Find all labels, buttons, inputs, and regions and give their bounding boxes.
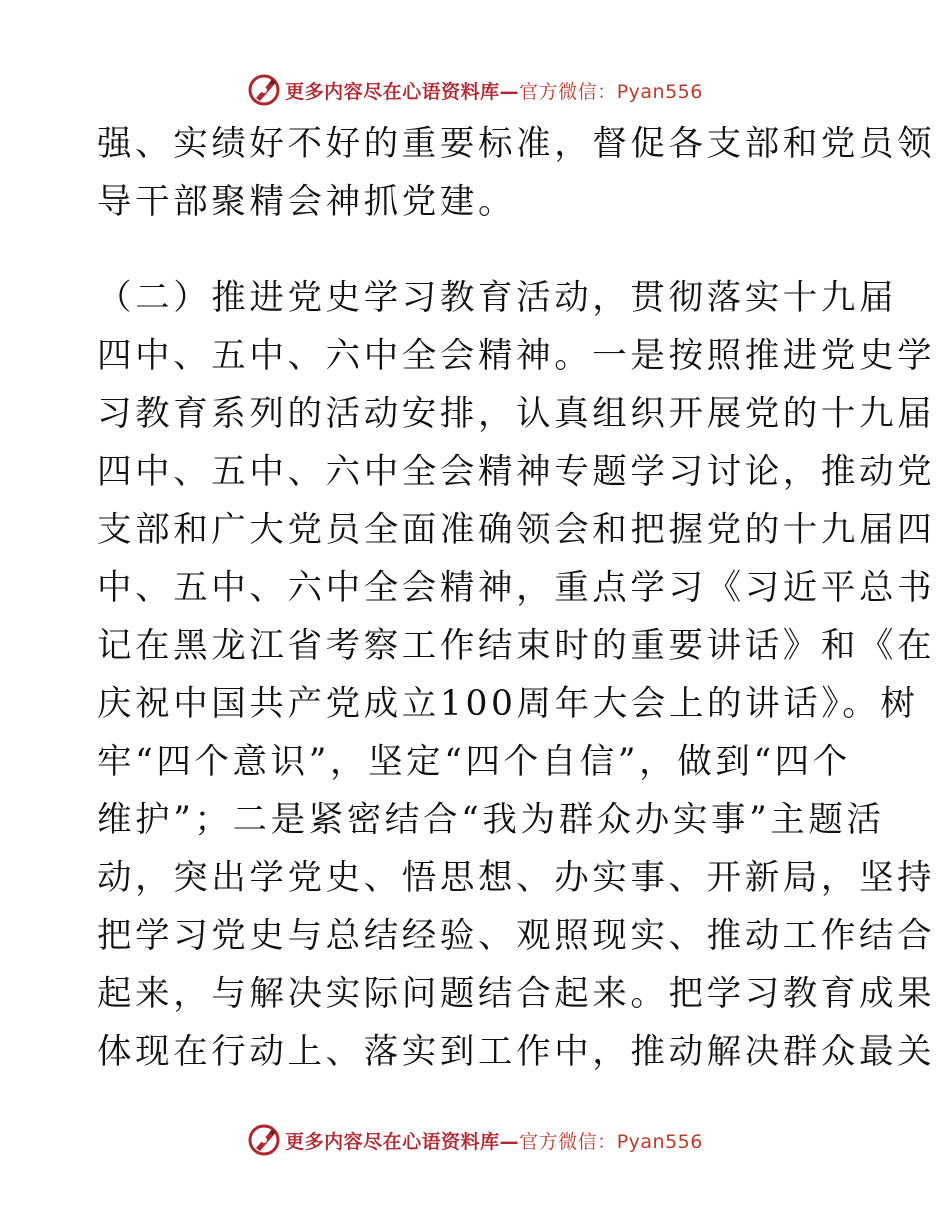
text-line: 体现在行动上、落实到工作中，推动解决群众最关 (97, 1032, 936, 1072)
text-line: 牢“四个意识”，坚定“四个自信”，做到“四个 (97, 742, 851, 782)
watermark-wechat-label: 官方微信： (519, 80, 617, 103)
pen-logo-icon (247, 1123, 281, 1157)
header-watermark (0, 70, 950, 110)
watermark-wechat-id: Pyan556 (616, 1130, 703, 1153)
text-line: 四中、五中、六中全会精神。一是按照推进党史学 (97, 336, 936, 376)
text-line: 动，突出学党史、悟思想、办实事、开新局，坚持 (97, 858, 936, 898)
text-line: 庆祝中国共产党成立100周年大会上的讲话》。树 (97, 684, 919, 724)
text-line: 支部和广大党员全面准确领会和把握党的十九届四 (97, 510, 936, 550)
watermark-separator: — (499, 80, 520, 103)
text-line: 把学习党史与总结经验、观照现实、推动工作结合 (97, 916, 936, 956)
footer-watermark (0, 1120, 950, 1160)
text-line: 记在黑龙江省考察工作结束时的重要讲话》和《在 (97, 626, 936, 666)
watermark-wechat-id: Pyan556 (616, 80, 703, 103)
text-line: 导干部聚精会神抓党建。 (97, 182, 517, 222)
pen-logo-icon (247, 73, 281, 107)
watermark-text (285, 1127, 703, 1154)
watermark-brand: 更多内容尽在心语资料库 (285, 80, 500, 103)
text-line: 习教育系列的活动安排，认真组织开展党的十九届 (97, 394, 936, 434)
paragraph-continuation (97, 115, 936, 231)
watermark-wechat-label: 官方微信： (519, 1130, 617, 1153)
paragraph-section-two (97, 269, 936, 1081)
watermark-brand: 更多内容尽在心语资料库 (285, 1130, 500, 1153)
text-line: 四中、五中、六中全会精神专题学习讨论，推动党 (97, 452, 936, 492)
watermark-separator: — (499, 1130, 520, 1153)
text-line: 强、实绩好不好的重要标准，督促各支部和党员领 (97, 124, 936, 164)
watermark-text (285, 77, 703, 104)
text-line: 中、五中、六中全会精神，重点学习《习近平总书 (97, 568, 936, 608)
text-line: 起来，与解决实际问题结合起来。把学习教育成果 (97, 974, 936, 1014)
text-line: 维护”；二是紧密结合“我为群众办实事”主题活 (97, 800, 885, 840)
document-body (97, 115, 936, 1081)
section-heading-line: （二）推进党史学习教育活动，贯彻落实十九届 (97, 278, 898, 318)
